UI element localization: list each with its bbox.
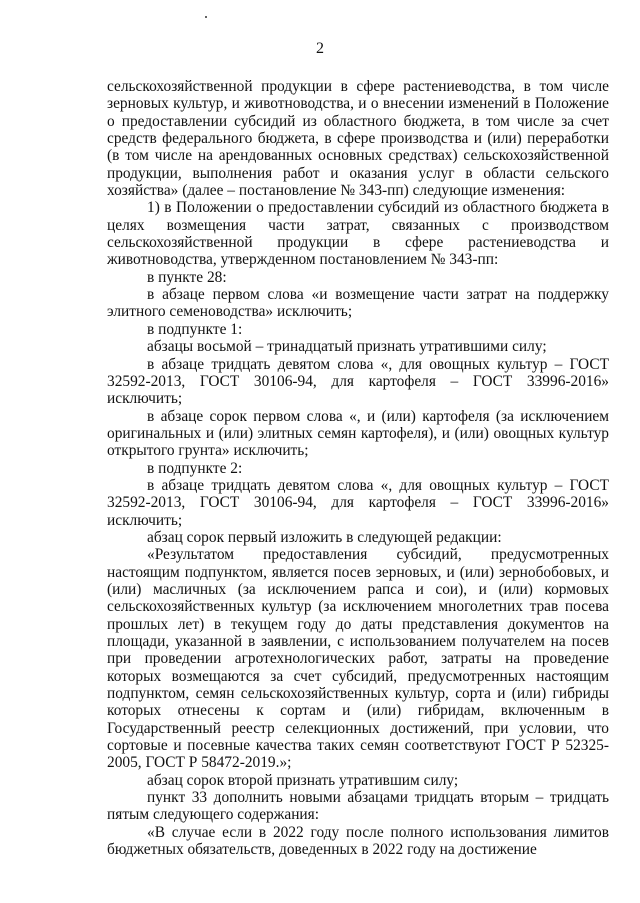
document-body xyxy=(107,78,609,858)
paragraph: в абзаце тридцать девятом слова «, для овощных культур – ГОСТ 32592-2013, ГОСТ 30106-94, для картофеля – ГОСТ 33996-2016» исключить; xyxy=(107,355,609,408)
paragraph: в абзаце сорок первом слова «, и (или) картофеля (за исключением оригинальных и (или) элитных семян картофеля), и (или) овощных культур открытого грунта» исключить; xyxy=(107,407,609,460)
paragraph: в пункте 28: xyxy=(147,268,227,286)
scan-speck xyxy=(205,16,207,18)
paragraph: в абзаце первом слова «и возмещение части затрат на поддержку элитного семеноводства» исключить; xyxy=(107,286,609,321)
paragraph: в абзаце тридцать девятом слова «, для овощных культур – ГОСТ 32592-2013, ГОСТ 30106-94, для картофеля – ГОСТ 33996-2016» исключить; xyxy=(107,476,609,529)
paragraph: 1) в Положении о предоставлении субсидий из областного бюджета в целях возмещения части затрат, связанных с производством сельскохозяйственной продукции в сфере растениеводства и животноводства, утвержденном постановлением № 343-пп: xyxy=(107,199,609,269)
page-number: 2 xyxy=(316,40,324,57)
paragraph: в подпункте 1: xyxy=(147,320,243,338)
paragraph: абзац сорок второй признать утратившим силу; xyxy=(147,771,459,789)
paragraph: сельскохозяйственной продукции в сфере растениеводства, в том числе зерновых культур, и животноводства, и о внесении изменений в Положение о предоставлении субсидий из областного бюджета, в том числе за счет средств федерального бюджета, в сфере производства и (или) переработки (в том числе на арендованных основных средствах) сельскохозяйственной продукции, выполнения работ и оказания услуг в области сельского хозяйства» (далее – постановление № 343-пп) следующие изменения: xyxy=(107,78,609,200)
paragraph: «Результатом предоставления субсидий, предусмотренных настоящим подпунктом, является посев зерновых, и (или) зернобобовых, и (или) масличных (за исключением рапса и сои), и (или) кормовых сельскохозяйственных культур (за исключением многолетних трав посева прошлых лет) в текущем году до даты представления документов на площади, указанной в заявлении, с использованием получателем на посев при проведении агротехнологических работ, затраты на проведение которых возмещаются за счет субсидий, предусмотренных настоящим подпунктом, семян сельскохозяйственных культур, сорта и (или) гибриды которых отнесены к сортам и (или) гибридам, включенным в Государственный реестр селекционных достижений, при условии, что сортовые и посевные качества таких семян соответствуют ГОСТ Р 52325-2005, ГОСТ Р 58472-2019.»; xyxy=(107,546,609,772)
paragraph: пункт 33 дополнить новыми абзацами тридцать вторым – тридцать пятым следующего содержания: xyxy=(107,789,609,824)
paragraph: абзацы восьмой – тринадцатый признать утратившими силу; xyxy=(147,338,547,356)
paragraph: абзац сорок первый изложить в следующей редакции: xyxy=(147,528,502,546)
paragraph: в подпункте 2: xyxy=(147,459,243,477)
paragraph: «В случае если в 2022 году после полного использования лимитов бюджетных обязательств, доведенных в 2022 году на достижение xyxy=(107,823,609,859)
